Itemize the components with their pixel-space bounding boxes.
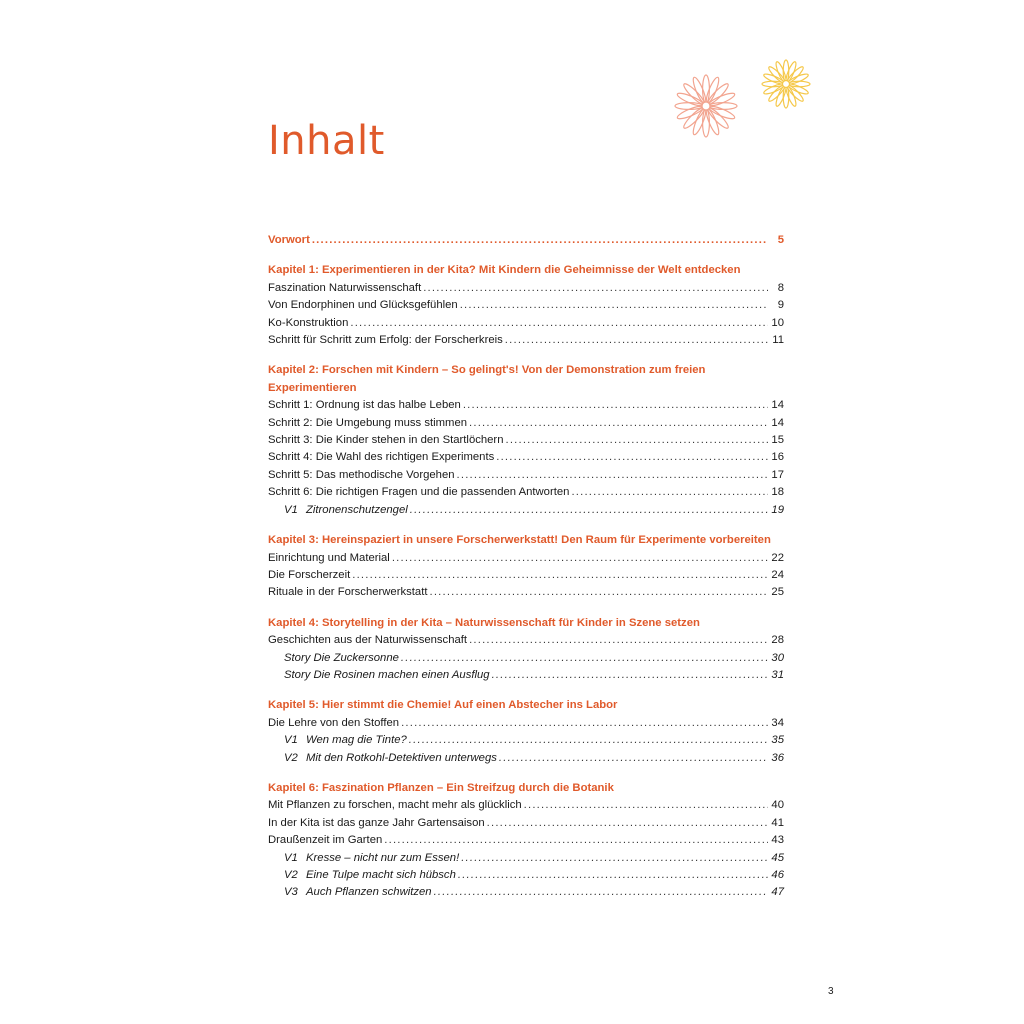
toc-entry-page: 24 — [771, 568, 784, 581]
toc-entry-text: Eine Tulpe macht sich hübsch — [306, 869, 456, 881]
chapter-heading[interactable]: Kapitel 2: Forschen mit Kindern – So gelingt's! Von der Demonstration zum freien Experimentieren — [268, 364, 706, 394]
toc-chapter — [268, 362, 784, 519]
toc-entry-page: 11 — [772, 334, 784, 347]
dot-leader — [423, 280, 768, 297]
toc-entry-page: 14 — [771, 416, 784, 429]
chapter-heading[interactable]: Kapitel 1: Experimentieren in der Kita? Mit Kindern die Geheimnisse der Welt entdecken — [268, 264, 741, 277]
toc-entry-page: 14 — [771, 399, 784, 412]
toc-entry[interactable] — [268, 467, 784, 484]
dot-leader — [463, 397, 768, 414]
toc-entry-page: 19 — [771, 503, 784, 516]
toc-entry-page: 8 — [777, 281, 784, 294]
dot-leader — [401, 715, 768, 732]
dot-leader — [392, 550, 768, 567]
toc-subentry[interactable] — [268, 502, 784, 519]
toc-entry-label — [268, 797, 522, 814]
toc-entry-label — [268, 297, 458, 314]
toc-entry-text: Rituale in der Forscherwerkstatt — [268, 586, 428, 599]
toc-entry[interactable] — [268, 432, 784, 449]
dot-leader — [505, 332, 768, 349]
toc-entry-page: 35 — [771, 734, 784, 747]
toc-entry-text: Story Die Rosinen machen einen Ausflug — [284, 668, 490, 681]
toc-entry-label — [268, 550, 390, 567]
toc-entry-text: Mit den Rotkohl-Detektiven unterwegs — [306, 751, 497, 764]
toc-entry-text: Die Lehre von den Stoffen — [268, 716, 400, 729]
toc-entry-text: Wen mag die Tinte? — [306, 734, 407, 747]
toc-entry-text: Schritt 1: Ordnung ist das halbe Leben — [268, 399, 461, 412]
dot-leader — [487, 815, 768, 832]
toc-entry-text: Von Endorphinen und Glücksgefühlen — [268, 299, 458, 312]
toc-entry-page: 46 — [771, 869, 784, 881]
experiment-code: V1 — [284, 503, 298, 516]
toc-entry[interactable] — [268, 297, 784, 314]
dot-leader — [492, 667, 768, 684]
toc-subentry[interactable] — [268, 667, 784, 684]
toc-entry-label — [268, 632, 467, 649]
toc-entry-label — [284, 502, 408, 519]
toc-entry-page: 47 — [771, 886, 784, 899]
chapter-heading[interactable]: Kapitel 5: Hier stimmt die Chemie! Auf einen Abstecher ins Labor — [268, 699, 618, 712]
dot-leader — [350, 315, 768, 332]
dot-leader — [434, 884, 768, 901]
toc-entry-text: Schritt 5: Das methodische Vorgehen — [268, 468, 455, 481]
experiment-code: V1 — [284, 734, 298, 747]
toc-entry-page: 25 — [771, 586, 784, 599]
experiment-code: V1 — [284, 851, 298, 864]
toc-entry[interactable] — [268, 797, 784, 814]
dot-leader — [312, 232, 768, 249]
toc-entry-text: Die Forscherzeit — [268, 568, 351, 581]
toc-entry[interactable] — [268, 550, 784, 567]
dot-leader — [460, 297, 768, 314]
toc-entry-label — [268, 467, 455, 484]
toc-entry-text: Schritt 4: Die Wahl des richtigen Experiments — [268, 451, 495, 464]
chapter-list — [268, 262, 784, 901]
chapter-heading[interactable]: Kapitel 4: Storytelling in der Kita – Naturwissenschaft für Kinder in Szene setzen — [268, 616, 700, 629]
toc-entry-page: 31 — [771, 668, 784, 681]
toc-entry-page: 10 — [771, 316, 784, 329]
toc-entry-page: 41 — [771, 816, 784, 829]
toc-entry-page: 18 — [771, 486, 784, 499]
dot-leader — [499, 750, 768, 767]
toc-entry-page: 9 — [777, 299, 784, 312]
dot-leader — [461, 850, 768, 867]
toc-entry-label — [284, 667, 490, 684]
chapter-heading[interactable]: Kapitel 3: Hereinspaziert in unsere Forscherwerkstatt! Den Raum für Experimente vorbereiten — [268, 534, 771, 547]
dot-leader — [469, 632, 768, 649]
toc-subentry[interactable] — [268, 650, 784, 667]
toc-entry-page: 5 — [777, 234, 784, 246]
flower-pink-icon — [675, 75, 737, 137]
toc-chapter — [268, 532, 784, 602]
toc-entry-label — [284, 850, 459, 867]
dot-leader — [458, 867, 768, 884]
toc-entry-label — [268, 815, 485, 832]
table-of-contents — [268, 232, 784, 902]
toc-entry-label — [268, 432, 503, 449]
toc-entry-page: 16 — [771, 451, 784, 464]
toc-chapter — [268, 697, 784, 767]
toc-entry-page: 40 — [771, 799, 784, 812]
toc-entry-text: Schritt 2: Die Umgebung muss stimmen — [268, 416, 468, 429]
page-title: Inhalt — [268, 118, 385, 164]
toc-entry-page: 45 — [771, 851, 784, 864]
experiment-code: V2 — [284, 751, 298, 764]
toc-entry-text: In der Kita ist das ganze Jahr Gartensaison — [268, 816, 485, 829]
toc-entry[interactable] — [268, 415, 784, 432]
toc-entry-label — [268, 715, 399, 732]
toc-entry[interactable] — [268, 815, 784, 832]
chapter-heading[interactable]: Kapitel 6: Faszination Pflanzen – Ein Streifzug durch die Botanik — [268, 781, 614, 794]
toc-subentry[interactable] — [268, 867, 784, 884]
toc-entry[interactable] — [268, 280, 784, 297]
toc-entry-label — [268, 332, 503, 349]
dot-leader — [352, 567, 768, 584]
toc-entry-label — [268, 280, 421, 297]
toc-entry-page: 17 — [771, 468, 784, 481]
toc-entry[interactable] — [268, 332, 784, 349]
toc-entry-text: Mit Pflanzen zu forschen, macht mehr als glücklich — [268, 799, 522, 812]
experiment-code: V3 — [284, 886, 298, 899]
dot-leader — [524, 797, 768, 814]
toc-entry-label — [284, 867, 456, 884]
toc-subentry[interactable] — [268, 884, 784, 901]
toc-entry-page: 30 — [771, 651, 784, 664]
toc-entry-label — [268, 415, 467, 432]
toc-entry-text: Story Die Zuckersonne — [284, 651, 399, 664]
toc-entry-label — [268, 315, 348, 332]
toc-entry-text: Draußenzeit im Garten — [268, 834, 383, 847]
dot-leader — [505, 432, 768, 449]
dot-leader — [409, 732, 768, 749]
toc-subentry[interactable] — [268, 732, 784, 749]
toc-entry-page: 34 — [771, 716, 784, 729]
dot-leader — [571, 484, 768, 501]
toc-entry-text: Kresse – nicht nur zum Essen! — [306, 851, 460, 864]
toc-entry-text: Zitronenschutzengel — [306, 503, 408, 516]
toc-entry-label — [284, 750, 497, 767]
toc-chapter — [268, 780, 784, 902]
toc-entry[interactable] — [268, 832, 784, 849]
toc-entry[interactable] — [268, 715, 784, 732]
dot-leader — [401, 650, 768, 667]
toc-entry-text: Auch Pflanzen schwitzen — [306, 886, 432, 899]
toc-subentry[interactable] — [268, 750, 784, 767]
dot-leader — [496, 449, 768, 466]
toc-entry-text: Faszination Naturwissenschaft — [268, 281, 422, 294]
dot-leader — [429, 584, 768, 601]
toc-entry-page: 36 — [771, 751, 784, 764]
toc-entry[interactable] — [268, 484, 784, 501]
toc-subentry[interactable] — [268, 850, 784, 867]
toc-entry-text: Ko-Konstruktion — [268, 316, 349, 329]
toc-entry-vorwort[interactable] — [268, 232, 784, 249]
toc-entry-text: Schritt für Schritt zum Erfolg: der Forscherkreis — [268, 334, 503, 347]
toc-entry-label — [284, 650, 399, 667]
dot-leader — [469, 415, 768, 432]
toc-entry-text: Geschichten aus der Naturwissenschaft — [268, 634, 468, 647]
toc-entry[interactable] — [268, 397, 784, 414]
toc-entry-page: 43 — [771, 834, 784, 847]
flower-yellow-icon — [762, 60, 810, 108]
toc-entry-text: Schritt 6: Die richtigen Fragen und die passenden Antworten — [268, 486, 570, 499]
dot-leader — [384, 832, 768, 849]
toc-entry[interactable] — [268, 449, 784, 466]
experiment-code: V2 — [284, 869, 298, 881]
toc-entry-text: Schritt 3: Die Kinder stehen in den Startlöchern — [268, 434, 504, 447]
toc-entry-label — [268, 567, 350, 584]
toc-chapter — [268, 615, 784, 685]
toc-entry-label — [268, 832, 382, 849]
toc-entry[interactable] — [268, 567, 784, 584]
dot-leader — [457, 467, 768, 484]
toc-entry-label — [284, 884, 432, 901]
toc-entry-label — [268, 397, 461, 414]
toc-entry[interactable] — [268, 315, 784, 332]
toc-entry-label: Vorwort — [268, 234, 310, 246]
flower-decoration — [668, 54, 818, 146]
dot-leader — [410, 502, 768, 519]
toc-entry-label — [284, 732, 407, 749]
page-number: 3 — [828, 986, 834, 997]
toc-chapter — [268, 262, 784, 349]
toc-entry-label — [268, 584, 427, 601]
toc-entry-page: 22 — [771, 551, 784, 564]
toc-entry[interactable] — [268, 584, 784, 601]
toc-entry-label — [268, 449, 494, 466]
toc-entry-text: Einrichtung und Material — [268, 551, 390, 564]
toc-entry[interactable] — [268, 632, 784, 649]
toc-entry-page: 15 — [771, 434, 784, 447]
toc-entry-label — [268, 484, 569, 501]
toc-entry-page: 28 — [771, 634, 784, 647]
